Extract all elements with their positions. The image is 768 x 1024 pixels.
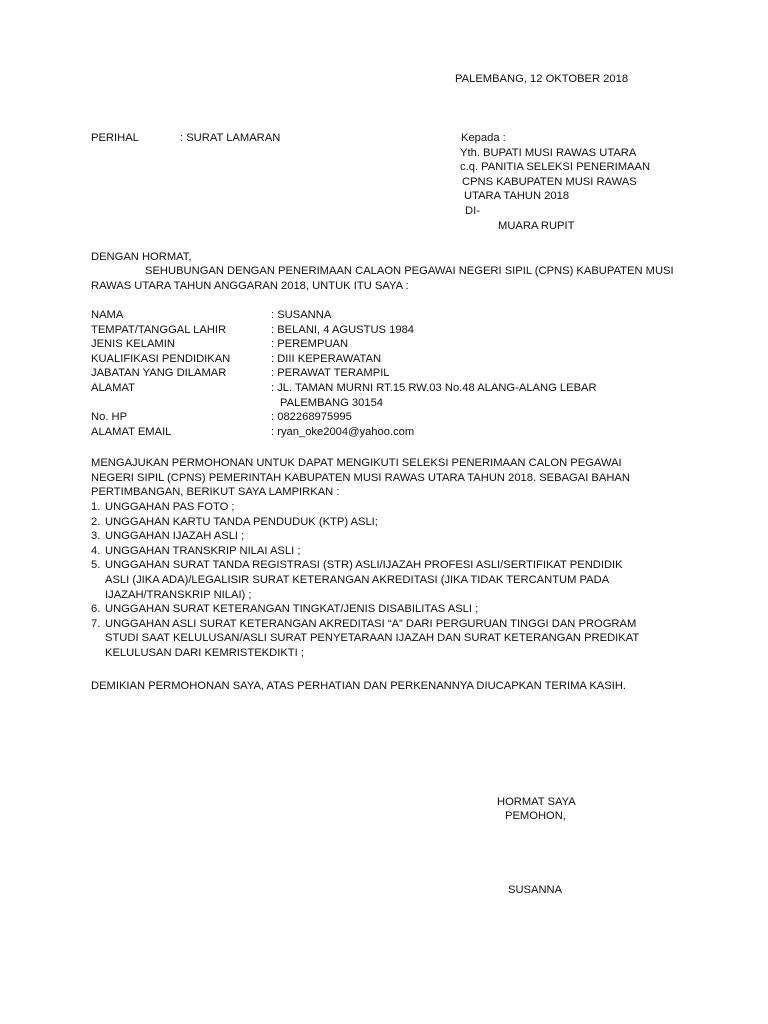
greeting: DENGAN HORMAT, [91,251,192,263]
list-text: STUDI SAAT KELULUSAN/ASLI SURAT PENYETARAAN IJAZAH DAN SURAT KETERANGAN PREDIKAT [105,632,640,645]
list-item [91,558,639,602]
request-line: PERTIMBANGAN, BERIKUT SAYA LAMPIRKAN : [91,486,340,499]
list-text: KELULUSAN DARI KEMRISTEKDIKTI ; [105,646,304,659]
recipient-line: MUARA RUPIT [498,219,575,232]
list-item [91,617,639,661]
recipient-line: CPNS KABUPATEN MUSI RAWAS [462,175,637,188]
identity-label: KUALIFIKASI PENDIDIKAN [91,352,231,365]
list-text: UNGGAHAN PAS FOTO ; [105,501,235,513]
request-line: MENGAJUKAN PERMOHONAN UNTUK DAPAT MENGIKUTI SELEKSI PENERIMAAN CALON PEGAWAI [91,457,622,469]
identity-value: : JL. TAMAN MURNI RT.15 RW.03 No.48 ALANG-ALANG LEBAR [271,381,597,394]
letter-date: PALEMBANG, 12 OKTOBER 2018 [455,73,629,85]
signature-role: PEMOHON, [505,810,566,822]
list-number: 6. [91,603,101,616]
list-number: 5. [91,559,101,572]
recipient-block [460,131,650,233]
subject-label: PERIHAL [91,132,139,144]
list-number: 1. [91,501,101,513]
list-text: UNGGAHAN TRANSKRIP NILAI ASLI ; [105,544,301,557]
list-item [91,515,639,530]
identity-value: PALEMBANG 30154 [280,396,384,409]
list-text: ASLI (JIKA ADA)/LEGALISIR SURAT KETERANGAN AKREDITASI (JIKA TIDAK TERCANTUM PADA [105,573,610,586]
list-text: UNGGAHAN ASLI SURAT KETERANGAN AKREDITASI “A” DARI PERGURUAN TINGGI DAN PROGRAM [105,617,637,630]
closing-sentence: DEMIKIAN PERMOHONAN SAYA, ATAS PERHATIAN DAN PERKENANNYA DIUCAPKAN TERIMA KASIH. [91,680,627,692]
recipient-line: DI- [465,204,480,217]
recipient-line: Kepada : [461,132,506,144]
identity-label: JENIS KELAMIN [91,338,175,351]
request-paragraph [91,456,630,500]
list-item [91,602,639,617]
identity-value: : ryan_oke2004@yahoo.com [271,425,415,438]
list-number: 7. [91,617,101,630]
request-line: NEGERI SIPIL (CPNS) PEMERINTAH KABUPATEN MUSI RAWAS UTARA TAHUN 2018. SEBAGAI BAHAN [91,471,630,484]
identity-label: No. HP [91,411,128,424]
list-text: UNGGAHAN IJAZAH ASLI ; [105,530,245,543]
list-item [91,529,639,544]
list-item [91,544,639,559]
identity-value: : PERAWAT TERAMPIL [271,367,390,380]
identity-label: ALAMAT [91,381,135,394]
attachment-list [91,500,639,661]
identity-value: : 082268975995 [271,411,352,424]
identity-label: TEMPAT/TANGGAL LAHIR [91,323,227,336]
recipient-line: c.q. PANITIA SELEKSI PENERIMAAN [460,161,651,174]
recipient-line: UTARA TAHUN 2018 [464,190,570,203]
identity-value: : PEREMPUAN [271,338,349,351]
identity-label: NAMA [91,309,124,321]
list-number: 4. [91,544,101,557]
list-text: UNGGAHAN SURAT KETERANGAN TINGKAT/JENIS DISABILITAS ASLI ; [105,603,479,616]
intro-paragraph [91,264,674,293]
list-item [91,500,639,515]
list-number: 3. [91,530,101,543]
signature-salutation: HORMAT SAYA [497,796,576,808]
list-text: IJAZAH/TRANSKRIP NILAI) ; [105,588,252,601]
identity-value: : DIII KEPERAWATAN [271,352,382,365]
identity-label: JABATAN YANG DILAMAR [91,367,227,380]
identity-label: ALAMAT EMAIL [91,425,172,438]
intro-line: RAWAS UTARA TAHUN ANGGARAN 2018, UNTUK ITU SAYA : [91,279,409,292]
recipient-line: Yth. BUPATI MUSI RAWAS UTARA [460,146,637,159]
intro-line: SEHUBUNGAN DENGAN PENERIMAAN CALAON PEGAWAI NEGERI SIPIL (CPNS) KABUPATEN MUSI [145,265,674,277]
subject-value: : SURAT LAMARAN [180,132,281,144]
identity-value: : SUSANNA [271,309,332,321]
list-number: 2. [91,515,101,528]
identity-value: : BELANI, 4 AGUSTUS 1984 [271,323,415,336]
list-text: UNGGAHAN KARTU TANDA PENDUDUK (KTP) ASLI; [105,515,378,528]
signature-name: SUSANNA [508,884,563,896]
list-text: UNGGAHAN SURAT TANDA REGISTRASI (STR) ASLI/IJAZAH PROFESI ASLI/SERTIFIKAT PENDIDIK [105,559,623,572]
